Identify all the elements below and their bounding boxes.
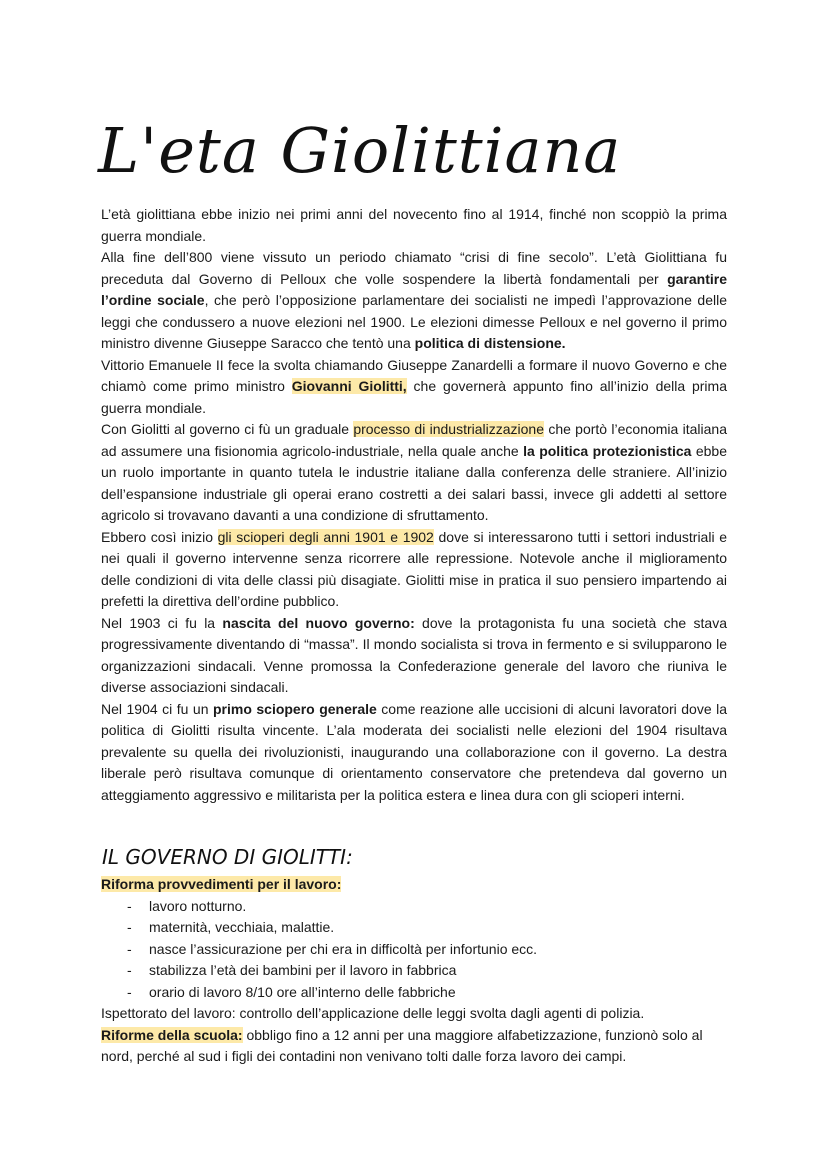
highlighted-phrase: Giovanni Giolitti, [291,378,407,394]
main-text [101,204,727,806]
paragraph-strikes: Ebbero così inizio gli scioperi degli anni 1901 e 1902 dove si interessarono tutti i settori industriali e nei quali il governo intervenne senza ricorrere alle repressione. Notevole anche il miglioramento delle condizioni di vita delle classi più disagiate. Giolitti mise in pratica il suo pensiero impartendo ai prefetti la direttiva dell’ordine pubblico. [101,528,727,609]
highlighted-phrase: gli scioperi degli anni 1901 e 1902 [217,528,434,545]
school-label: Riforme della scuola: [101,1026,243,1043]
section-title: IL GOVERNO DI GIOLITTI: [102,845,353,869]
list-item: - orario di lavoro 8/10 ore all’interno delle fabbriche [101,982,731,1004]
page-title: L'eta Giolittiana [98,114,622,187]
list-item: - stabilizza l’età dei bambini per il lavoro in fabbrica [101,960,731,982]
paragraph-intro: L’età giolittiana ebbe inizio nei primi anni del novecento fino al 1914, finché non scoppiò la prima guerra mondiale. [101,206,727,244]
reform-list [101,896,731,1004]
list-item: - lavoro notturno. [101,896,731,918]
paragraph-crisis: Alla fine dell’800 viene vissuto un periodo chiamato “crisi di fine secolo”. L’età Giolittiana fu preceduta dal Governo di Pelloux che volle sospendere la libertà fondamentali per garantire l’ordine sociale, che però l’opposizione parlamentare dei socialisti ne impedì l’approvazione delle leggi che condussero a nuove elezioni nel 1900. Le elezioni dimesse Pelloux e nel governo il primo ministro divenne Giuseppe Saracco che tentò una politica di distensione. [101,249,727,351]
reform-label-line [101,874,731,896]
bold-phrase: politica di distensione. [414,335,566,351]
paragraph-zanardelli: Vittorio Emanuele II fece la svolta chiamando Giuseppe Zanardelli a formare il nuovo Governo e che chiamò come primo ministro Giovanni Giolitti, che governerà appunto fino all’inizio della prima guerra mondiale. [101,356,727,416]
bold-phrase: la politica protezionistica [523,442,692,459]
school-reform-line: Riforme della scuola: obbligo fino a 12 anni per una maggiore alfabetizzazione, funzionò solo al nord, perché al sud i figli dei contadini non venivano tolti dalle forza lavoro dei campi. [101,1026,703,1064]
inspectorate-line: Ispettorato del lavoro: controllo dell’applicazione delle leggi svolta dagli agenti di polizia. [101,1005,645,1021]
paragraph-industrialization: Con Giolitti al governo ci fù un graduale processo di industrializzazione che portò l’economia italiana ad assumere una fisionomia agricolo-industriale, nella quale anche la politica protezionistica ebbe un ruolo importante in quanto tutela le industrie italiane dalla conferenza delle straniere. All’inizio dell’espansione industriale gli operai erano costretti a dei salari bassi, invece gli addetti al settore agricolo si trovavano davanti a una condizione di sfruttamento. [101,421,727,523]
bold-phrase: garantire l’ordine sociale [101,270,727,308]
section-body [101,874,731,1068]
bold-phrase: nascita del nuovo governo: [222,614,415,631]
highlighted-phrase: processo di industrializzazione [353,421,545,437]
reform-label: Riforma provvedimenti per il lavoro: [101,876,342,892]
list-item: - maternità, vecchiaia, malattie. [101,917,731,939]
list-item: - nasce l’assicurazione per chi era in difficoltà per infortunio ecc. [101,939,731,961]
paragraph-1903: Nel 1903 ci fu la nascita del nuovo governo: dove la protagonista fu una società che stava progressivamente diventando di “massa”. Il mondo socialista si trova in fermento e si svilupparono le organizzazioni sindacali. Venne promossa la Confederazione generale del lavoro che riuniva le diverse associazioni sindacali. [101,614,727,695]
bold-phrase: primo sciopero generale [212,700,377,717]
paragraph-1904: Nel 1904 ci fu un primo sciopero generale come reazione alle uccisioni di alcuni lavoratori dove la politica di Giolitti risulta vincente. L’ala moderata dei socialisti nelle elezioni del 1904 risultava prevalente su quella dei rivoluzionisti, inaugurando una collaborazione con il governo. La destra liberale però risultava comunque di orientamento conservatore che pretendeva dal governo un atteggiamento aggressivo e militarista per la politica estera e linea dura con gli scioperi interni. [101,700,727,803]
